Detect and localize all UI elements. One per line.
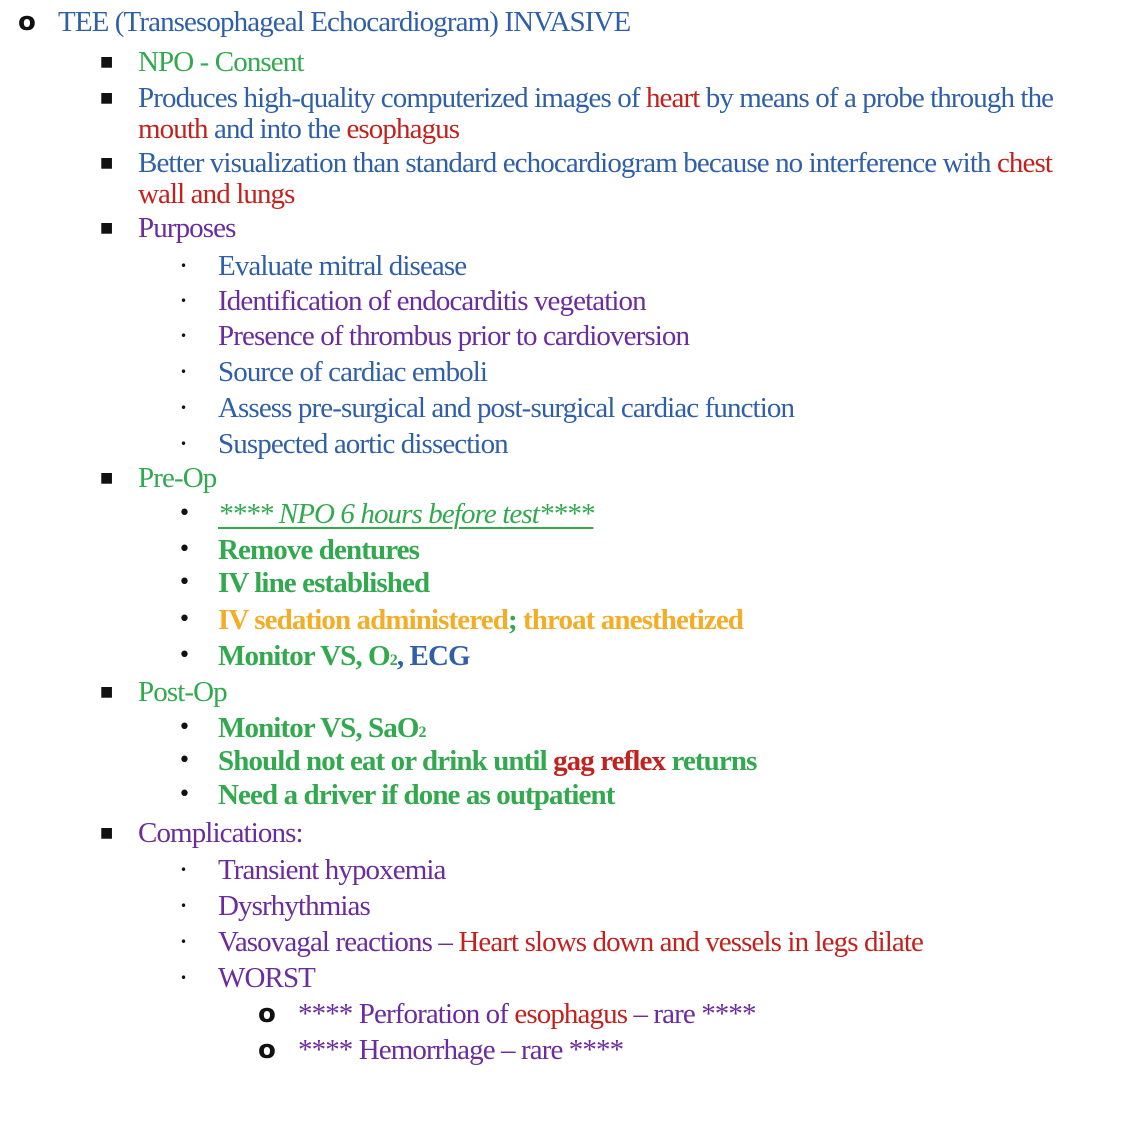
square-bullet-icon: ■ [100,470,113,486]
purpose-item: Suspected aortic dissection [218,428,508,460]
small-bullet-icon: • [180,863,187,877]
complication-dysrhythmias: Dysrhythmias [218,890,370,922]
postop-heading: Post-Op [138,676,227,708]
dot-bullet-icon: • [178,537,191,562]
produces-line-2: mouth and into the esophagus [138,113,460,145]
purpose-item: Identification of endocarditis vegetation [218,285,646,317]
dot-bullet-icon: • [178,782,191,807]
better-line-2: wall and lungs [138,178,295,210]
preop-npo-warning: **** NPO 6 hours before test**** [218,498,594,530]
square-bullet-icon: ■ [100,155,113,171]
dot-bullet-icon: • [178,607,191,632]
small-bullet-icon: • [180,401,187,415]
complication-worst: WORST [218,962,316,994]
dot-bullet-icon: • [178,501,191,526]
complication-hypoxemia: Transient hypoxemia [218,854,446,886]
npo-consent: NPO - Consent [138,46,304,78]
postop-item-gag-reflex: Should not eat or drink until gag reflex returns [218,745,757,777]
purpose-item: Source of cardiac emboli [218,356,488,388]
preop-item-sedation: IV sedation administered; throat anesthetized [218,604,744,636]
postop-item-monitor: Monitor VS, SaO2 [218,712,426,744]
small-bullet-icon: • [180,935,187,949]
small-bullet-icon: • [180,971,187,985]
worst-perforation: **** Perforation of esophagus – rare **** [298,998,756,1030]
postop-item-driver: Need a driver if done as outpatient [218,779,615,811]
purposes-heading: Purposes [138,212,236,244]
section-title: TEE (Transesophageal Echocardiogram) INVASIVE [58,6,631,38]
small-bullet-icon: • [180,899,187,913]
square-bullet-icon: ■ [100,90,113,106]
small-bullet-icon: • [180,365,187,379]
circle-bullet-icon: o [18,7,35,37]
purpose-item: Presence of thrombus prior to cardioversion [218,320,690,352]
small-bullet-icon: • [180,294,187,308]
preop-item-dentures: Remove dentures [218,534,420,566]
square-bullet-icon: ■ [100,220,113,236]
preop-item-iv-line: IV line established [218,567,430,599]
dot-bullet-icon: • [178,715,191,740]
better-line-1: Better visualization than standard echocardiogram because no interference with chest [138,147,1053,179]
square-bullet-icon: ■ [100,825,113,841]
produces-line-1: Produces high-quality computerized images of heart by means of a probe through the [138,82,1054,114]
complications-heading: Complications: [138,817,303,849]
worst-hemorrhage: **** Hemorrhage – rare **** [298,1034,624,1066]
purpose-item: Assess pre-surgical and post-surgical cardiac function [218,392,795,424]
preop-item-monitor: Monitor VS, O2, ECG [218,640,470,672]
dot-bullet-icon: • [178,570,191,595]
circle-bullet-icon: o [258,1035,275,1065]
square-bullet-icon: ■ [100,54,113,70]
circle-bullet-icon: o [258,999,275,1029]
complication-vasovagal: Vasovagal reactions – Heart slows down and vessels in legs dilate [218,926,923,958]
purpose-item: Evaluate mitral disease [218,250,467,282]
square-bullet-icon: ■ [100,684,113,700]
preop-heading: Pre-Op [138,462,217,494]
dot-bullet-icon: • [178,748,191,773]
small-bullet-icon: • [180,329,187,343]
small-bullet-icon: • [180,437,187,451]
dot-bullet-icon: • [178,643,191,668]
small-bullet-icon: • [180,259,187,273]
cropped-previous-line [330,0,580,4]
